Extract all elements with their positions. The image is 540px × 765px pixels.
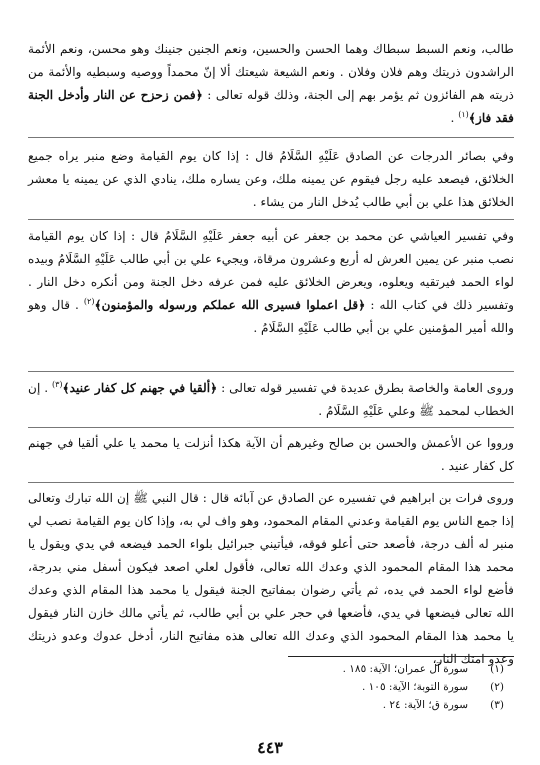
separator-1 — [28, 137, 514, 138]
separator-4 — [28, 427, 514, 428]
paragraph-3 — [28, 225, 514, 340]
page-number: ٤٤٣ — [257, 738, 283, 757]
footnote-text: سورة التوبة؛ الآية: ١٠٥ . — [361, 681, 468, 693]
text-run: وفي تفسير العياشي عن محمد بن جعفر عن أبيه جعفر عَلَيْهِ السَّلَامُ قال : إذا كان يوم القيامة نصب منبر عن يمين العرش له أربع وعشرون مرقاة، ويجيء علي بن أبي طالب عَلَيْهِ السَّلَامُ وبيده لواء الحمد فيرتقيه ويعلوه، ويعرض الخلائق عليه فمن عرفه دخل الجنة ومن أنكره دخل النار . وتفسير ذلك في كتاب الله : — [28, 229, 514, 312]
paragraph-6 — [28, 487, 514, 671]
text-run: طالب، ونعم السبط سبطاك وهما الحسن والحسين، ونعم الجنين جنينك وهو محسن، ونعم الأئمة الراشدون ذريتك وهم فلان وفلان . ونعم الشيعة شيعتك ألا إنّ محمداً ووصيه وسبطيه والأئمة من ذريته هم الفائزون ثم يؤمر بهم إلى الجنة، وذلك قوله تعالى : — [28, 42, 514, 102]
footnote-reference: (٢) — [83, 296, 95, 306]
text-run: وروى فرات بن ابراهيم في تفسيره عن الصادق عن آبائه قال : قال النبي ﷺ إن الله تبارك وتعالى إذا جمع الناس يوم القيامة وعدني المقام المحمود، وهو واف لي به، وإذا كان يوم القيامة نصب لي منبر له ألف درجة، فأصعد حتى أعلو فوقه، فيأتيني جبرائيل بلواء الحمد فيضعه في يدي ويقول يا محمد هذا المقام المحمود الذي وعدك الله تعالى، فأقول لعلي اصعد فيكون أسفل مني بدرجة، فأضع لواء الحمد في يده، ثم يأتي رضوان بمفاتيح الجنة فيقول يا محمد هذا المقام الذي وعدك الله تعالى فيضعها في يدي، فأضعها في حجر علي بن أبي طالب، ثم يأتي مالك خازن النار فيقول يا محمد هذا المقام المحمود الذي وعدك الله تعالى هذه مفاتيح النار، أدخل عدوك وعدو ذريتك وعدو امتك النار، — [28, 491, 514, 666]
text-run: وروى العامة والخاصة بطرق عديدة في تفسير قوله تعالى : — [217, 381, 514, 395]
footnote-text: سورة ق؛ الآية: ٢٤ . — [382, 699, 468, 711]
text-run: . إن الخطاب لمحمد ﷺ وعلي عَلَيْهِ السَّلَامُ . — [28, 381, 514, 418]
text-run: . قال وهو والله أمير المؤمنين علي بن أبي طالب عَلَيْهِ السَّلَامُ . — [28, 298, 514, 335]
separator-2 — [28, 219, 514, 220]
footnote-2 — [44, 679, 504, 696]
quran-verse: ﴿قل اعملوا فسيرى الله عملكم ورسوله والمؤمنون﴾ — [94, 298, 366, 312]
footnote-number: (٣) — [490, 699, 504, 711]
footnote-number: (١) — [490, 663, 504, 675]
paragraph-5 — [28, 432, 514, 478]
text-run: ورووا عن الأعمش والحسن بن صالح وغيرهم أن الآية هكذا أنزلت يا محمد يا علي ألقيا في جهنم كل كفار عنيد . — [28, 436, 514, 473]
quran-verse: ﴿ألقيا في جهنم كل كفار عنيد﴾ — [62, 381, 218, 395]
paragraph-2 — [28, 145, 514, 214]
text-run: وفي بصائر الدرجات عن الصادق عَلَيْهِ السَّلَامُ قال : إذا كان يوم القيامة وضع منبر يراه جميع الخلائق، فيصعد عليه رجل فيقوم عن يمينه ملك، وعن يساره ملك، ينادي الذي عن يمينه يا معشر الخلائق هذا علي بن أبي طالب يُدخل النار من يشاء . — [28, 149, 514, 209]
footnote-reference: (١) — [458, 109, 469, 119]
footnote-number: (٢) — [490, 681, 504, 693]
separator-3 — [28, 371, 514, 372]
paragraph-1 — [28, 38, 514, 130]
separator-5 — [28, 482, 514, 483]
footnote-rule — [288, 656, 514, 657]
footnote-3 — [44, 697, 504, 714]
footnote-1 — [44, 661, 504, 678]
text-run: . — [450, 111, 459, 125]
footnote-reference: (٣) — [51, 379, 63, 389]
quran-verse: ﴿فمن زحزح عن النار وأدخل الجنة فقد فاز﴾ — [28, 88, 514, 125]
footnote-text: سورة آل عمران؛ الآية: ١٨٥ . — [342, 663, 468, 675]
paragraph-4 — [28, 377, 514, 423]
